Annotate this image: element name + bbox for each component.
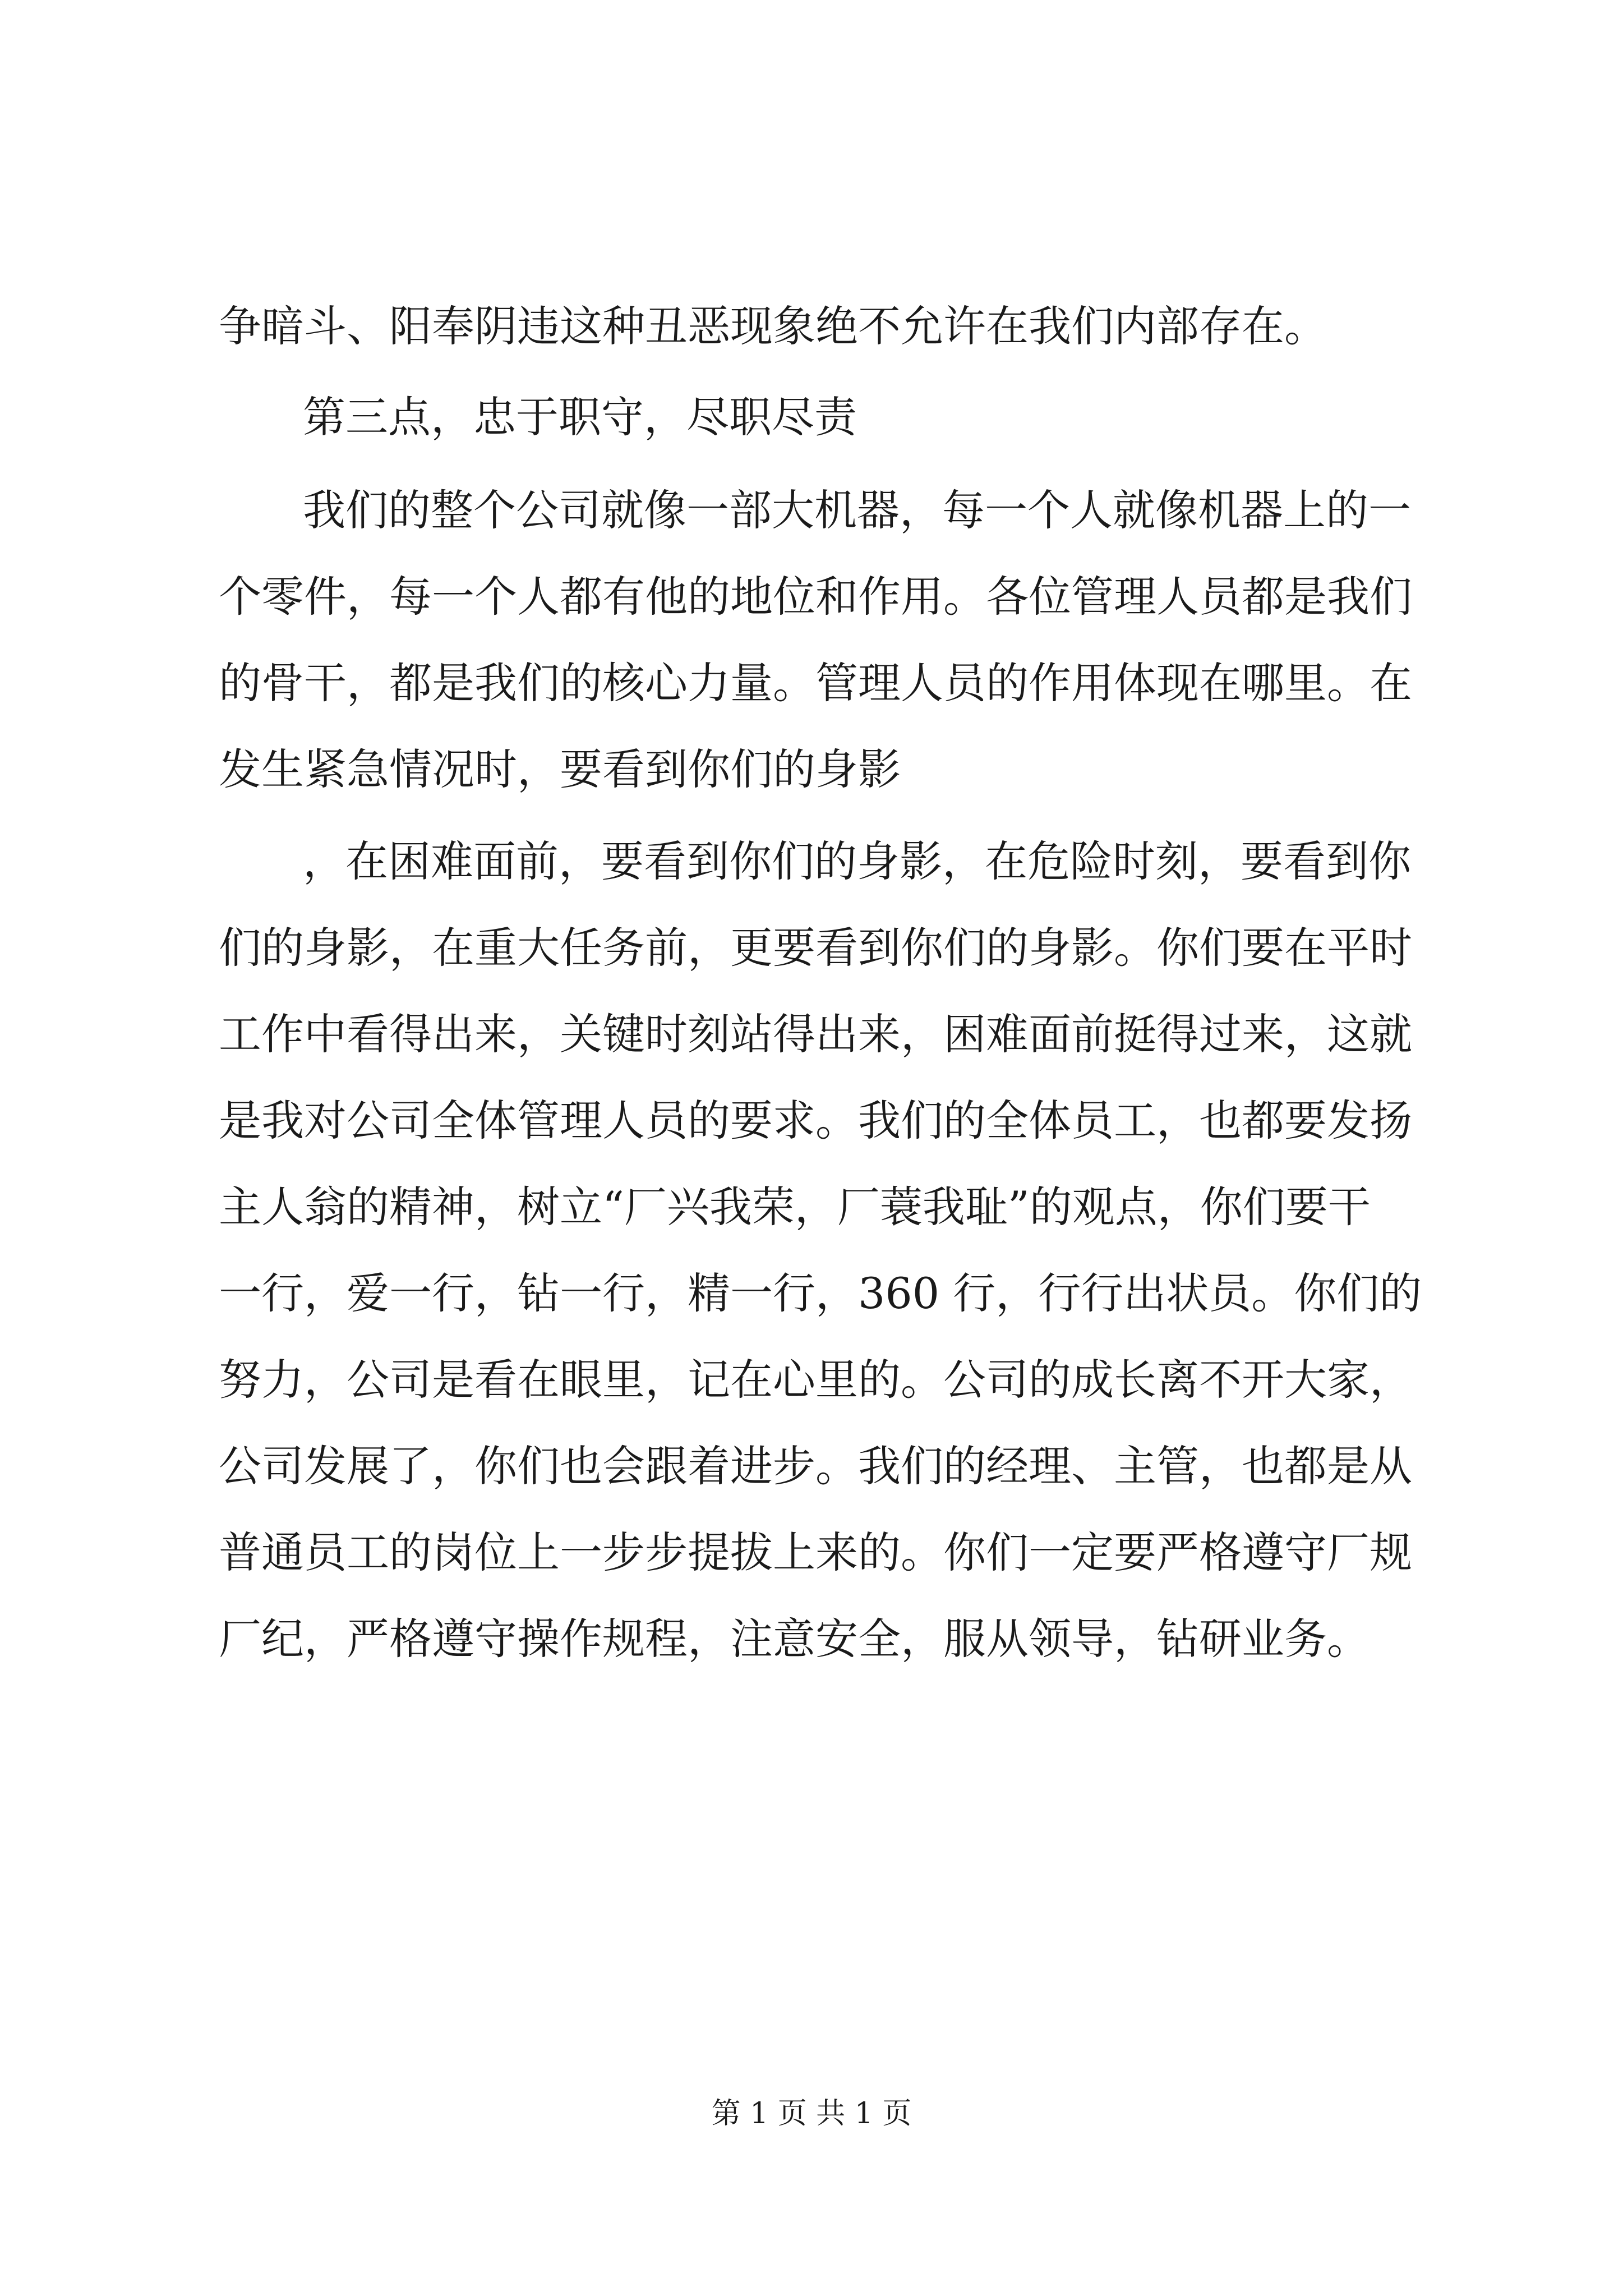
text-line-14: 公司发展了，你们也会跟着进步。我们的经理、主管，也都是从 — [219, 1441, 1412, 1491]
section-heading: 第三点，忠于职守，尽职尽责 — [303, 392, 857, 442]
text-line-1: 争暗斗、阳奉阴违这种丑恶现象绝不允许在我们内部存在。 — [219, 301, 1327, 351]
text-line-8: 们的身影，在重大任务前，更要看到你们的身影。你们要在平时 — [219, 923, 1412, 973]
text-line-10: 是我对公司全体管理人员的要求。我们的全体员工，也都要发扬 — [219, 1096, 1412, 1145]
text-line-15: 普通员工的岗位上一步步提拔上来的。你们一定要严格遵守厂规 — [219, 1527, 1412, 1577]
text-line-6: 发生紧急情况时，要看到你们的身影 — [219, 744, 901, 794]
text-line-11: 主人翁的精神，树立“厂兴我荣，厂蓑我耻”的观点，你们要干 — [219, 1182, 1371, 1232]
text-line-5: 的骨干，都是我们的核心力量。管理人员的作用体现在哪里。在 — [219, 658, 1412, 708]
text-line-12: 一行，爱一行，钻一行，精一行，360 行，行行出状员。你们的 — [219, 1268, 1422, 1318]
text-line-3: 我们的整个公司就像一部大机器，每一个人就像机器上的一 — [303, 485, 1411, 535]
page-number-footer: 第 1 页 共 1 页 — [711, 2097, 912, 2131]
text-line-16: 厂纪，严格遵守操作规程，注意安全，服从领导，钻研业务。 — [219, 1614, 1370, 1664]
text-line-4: 个零件，每一个人都有他的地位和作用。各位管理人员都是我们 — [219, 572, 1412, 622]
text-line-7: ，在困难面前，要看到你们的身影，在危险时刻，要看到你 — [303, 836, 1411, 886]
text-line-13: 努力，公司是看在眼里，记在心里的。公司的成长离不开大家， — [219, 1355, 1412, 1405]
text-line-9: 工作中看得出来，关键时刻站得出来，困难面前挺得过来，这就 — [219, 1009, 1412, 1059]
